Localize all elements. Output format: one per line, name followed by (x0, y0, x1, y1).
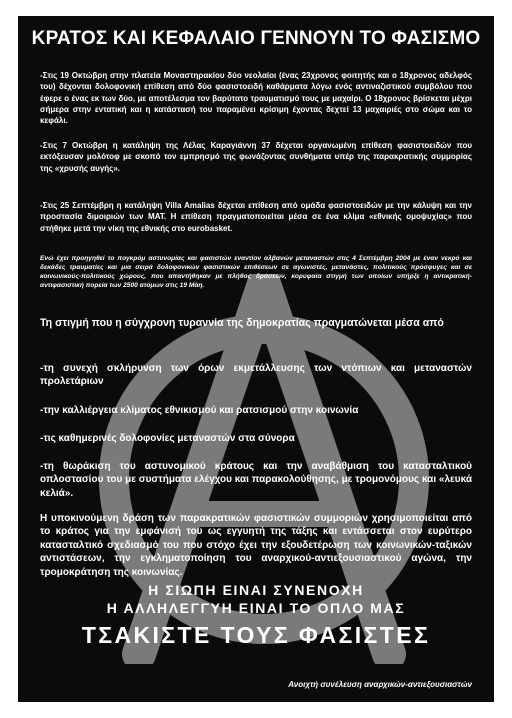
main-paragraph-parastate: Η υποκινούμενη δράση των παρακρατικών φασιστικών συμμοριών χρησιμοποιείται από το κράτος για την εμφάνισή του ως εγγυητή της τάξης και εντάσσεται στον ευρύτερο κατασταλτικό σχεδιασμό του που στόχο έχει την εξουδετέρωση των κοινωνικών-ταξικών αντιστάσεων, την εγκληματοποίηση του αναρχικού-αντιεξουσιαστικού αγώνα, την τρομοκράτηση της κοινωνίας. (40, 513, 472, 578)
event-paragraph-lela-karagianni: -Στις 7 Οκτώβρη η κατάληψη της Λέλας Καραγιάννη 37 δέχεται οργανωμένη επίθεση φασιστοειδών που εκτόξευσαν μολότοφ με σκοπό τον εμπρησμό της φωνάζοντας συνθήματα υπέρ της παρακρατικής συμμορίας της «χρυσής αυγής». (40, 141, 472, 173)
slogan-silence: Η ΣΙΩΠΗ ΕΙΝΑΙ ΣΥΝΕΝΟΧΗ (148, 582, 364, 598)
event-paragraph-villa-amalias: -Στις 25 Σεπτέμβρη η κατάληψη Villa Amalias δέχεται επίθεση από ομάδα φασιστοειδών με την κάλυψη και την προστασία διμοιριών των ΜΑΤ. Η επίθεση πραγματοποιείται μέσα σε ένα κλίμα «εθνικής ομοψυχίας» που στήθηκε μετά την νίκη της εθνικής στο eurobasket. (40, 201, 472, 233)
poster-title: ΚΡΑΤΟΣ ΚΑΙ ΚΕΦΑΛΑΙΟ ΓΕΝΝΟΥΝ ΤΟ ΦΑΣΙΣΜΟ (31, 28, 481, 49)
main-point-police-state: -τη θωράκιση του αστυνομικού κράτους και την αναβάθμιση του κατασταλτικού οπλοστασίου του με συστήματα ελέγχου και παρακολούθησης, με τρομονόμους και «λευκά κελιά». (40, 461, 472, 499)
slogan-solidarity: Η ΑΛΛΗΛΕΓΓΥΗ ΕΙΝΑΙ ΤΟ ΟΠΛΟ ΜΑΣ (106, 600, 406, 616)
main-point-exploitation: -τη συνεχή σκλήρυνση των όρων εκμετάλλευσης των ντόπιων και μεταναστών προλετάριων (40, 363, 472, 388)
signature: Ανοιχτή συνέλευση αναρχικών-αντιεξουσιαστών (288, 680, 472, 689)
poster (18, 16, 494, 702)
main-intro: Τη στιγμή που η σύγχρονη τυραννία της δημοκρατίας πραγματώνεται μέσα από (40, 317, 444, 329)
main-point-nationalism: -την καλλιέργεια κλίματος εθνικισμού και ρατσισμού στην κοινωνία (40, 405, 359, 416)
event-paragraph-monastiraki: -Στις 19 Οκτώβρη στην πλατεία Μοναστηρακίου δύο νεολαίοι (ένας 23χρονος φοιτητής και ο 18χρονος αδελφός του) δέχονται δολοφονική επίθεση από δύο φασιστοειδή καθάρματα λόγω ενός αντιναζιστικού συμβόλου που έφερε ο ένας εκ των δύο, με αποτέλεσμα τον βαρύτατο τραυματισμό τους με μαχαίρι. Ο 18χρονος βρίσκεται μέχρι σήμερα στην εντατική και η κατάστασή του παραμένει κρίσιμη έχοντας δεχτεί 13 μαχαιριές στο σώμα και το κεφάλι. (40, 71, 472, 126)
slogan-main: ΤΣΑΚΙΣΤΕ ΤΟΥΣ ΦΑΣΙΣΤΕΣ (81, 622, 431, 648)
italic-note: Ενώ έχει προηγηθεί το πογκρόμ αστυνομίας και φασιστών εναντίον αλβανών μεταναστών στις 4 Σεπτέμβρη 2004 με έναν νεκρό και δεκάδες τραυματίες και μια σειρά δολοφονικών φασιστικών επιθέσεων σε αγωνιστές, μετανάστες, πολιτικούς πρόσφυγες και σε κοινωνικούς-πολιτικούς χώρους, που απαντήθηκαν με πλήθος δράσεων, κορυφαία στιγμή των οποίων υπήρξε η αντικρατική-αντιφασιστική πορεία των 2500 ατόμων στις 19 Μάη. (40, 255, 472, 289)
main-point-borders: -τις καθημερινές δολοφονίες μεταναστών στα σύνορα (40, 433, 295, 444)
